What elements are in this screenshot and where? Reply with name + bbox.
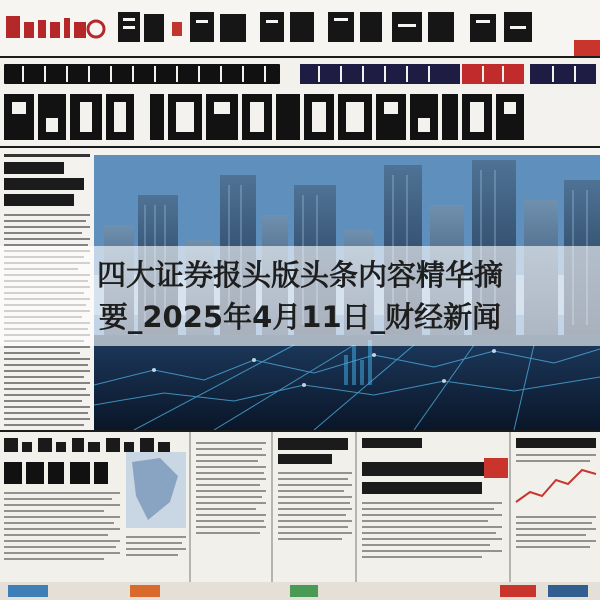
- article-title-line-2: 要_2025年4月11日_财经新闻: [98, 300, 502, 334]
- bottom-section-lettering: [0, 432, 600, 600]
- masthead-lettering: [0, 0, 600, 58]
- big-headline-lettering: [0, 88, 600, 146]
- headline-strip-lettering: [0, 60, 600, 88]
- headline-strip: [0, 60, 600, 88]
- bottom-newspaper-section: [0, 432, 600, 600]
- newspaper-masthead: [0, 0, 600, 58]
- article-title[interactable]: [0, 254, 600, 338]
- divider-rule: [0, 146, 600, 148]
- article-title-line-1: 四大证券报头版头条内容精华摘: [96, 258, 503, 292]
- big-headline: [0, 88, 600, 146]
